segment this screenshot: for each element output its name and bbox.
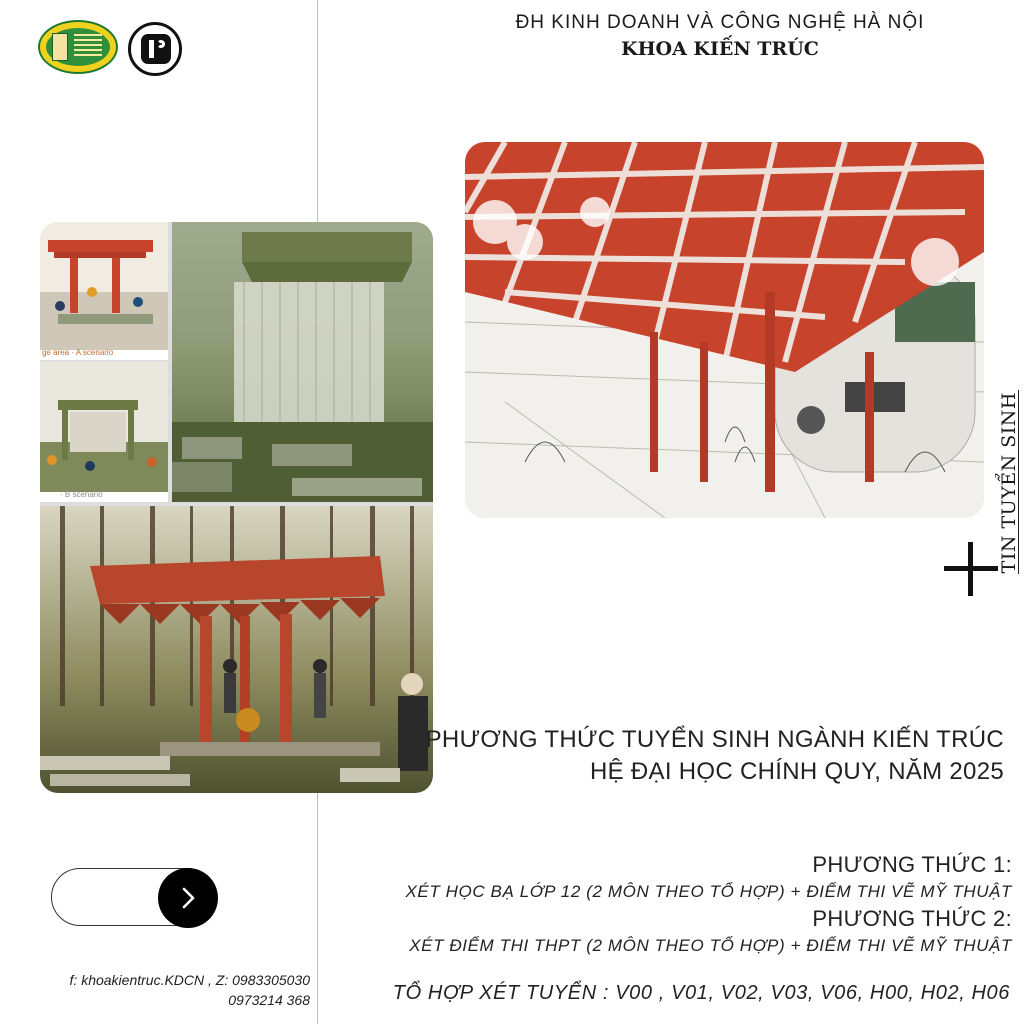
contact-line-2: 0973214 368 [228, 992, 310, 1008]
collage-caption-a: ge area · A scenario [42, 348, 114, 357]
method-2-title: PHƯƠNG THỨC 2: [812, 906, 1012, 931]
collage-tile-green-pavilion-small [40, 362, 168, 502]
pavilion-collage [40, 222, 433, 793]
collage-tile-red-pavilion-forest [40, 506, 433, 793]
collage-caption-b: · B scenario [60, 490, 103, 499]
admission-headline [380, 724, 1004, 788]
method-1-desc: XÉT HỌC BẠ LỚP 12 (2 MÔN THEO TỔ HỢP) + ĐIỂM THI VẼ MỸ THUẬT [405, 882, 1012, 901]
faculty-logo [128, 22, 182, 76]
collage-tile-red-pavilion-small [40, 222, 168, 360]
contact-line-1: f: khoakientruc.KDCN , Z: 0983305030 [69, 972, 310, 988]
next-button[interactable] [158, 868, 218, 928]
department-name: KHOA KIẾN TRÚC [621, 38, 819, 60]
headline-line-2: HỆ ĐẠI HỌC CHÍNH QUY, NĂM 2025 [590, 758, 1004, 785]
university-logo [38, 20, 118, 74]
headline-line-1: PHƯƠNG THỨC TUYỂN SINH NGÀNH KIẾN TRÚC [425, 726, 1004, 753]
side-label [996, 394, 1022, 572]
method-1-title: PHƯƠNG THỨC 1: [812, 852, 1012, 877]
pavilion-render-image [465, 142, 984, 518]
university-name: ĐH KINH DOANH VÀ CÔNG NGHỆ HÀ NỘI [515, 12, 925, 33]
plus-icon-vertical-bar [968, 542, 973, 596]
contact-info [24, 970, 310, 1010]
subject-combinations: TỔ HỢP XÉT TUYỂN : V00 , V01, V02, V03, V06, H00, H02, H06 [392, 982, 1010, 1004]
chevron-right-icon [176, 886, 200, 910]
method-2-desc: XÉT ĐIỂM THI THPT (2 MÔN THEO TỔ HỢP) + ĐIỂM THI VẼ MỸ THUẬT [409, 936, 1012, 955]
side-label-text: TIN TUYỂN SINH [998, 392, 1020, 574]
collage-tile-green-pavilion [172, 222, 433, 502]
